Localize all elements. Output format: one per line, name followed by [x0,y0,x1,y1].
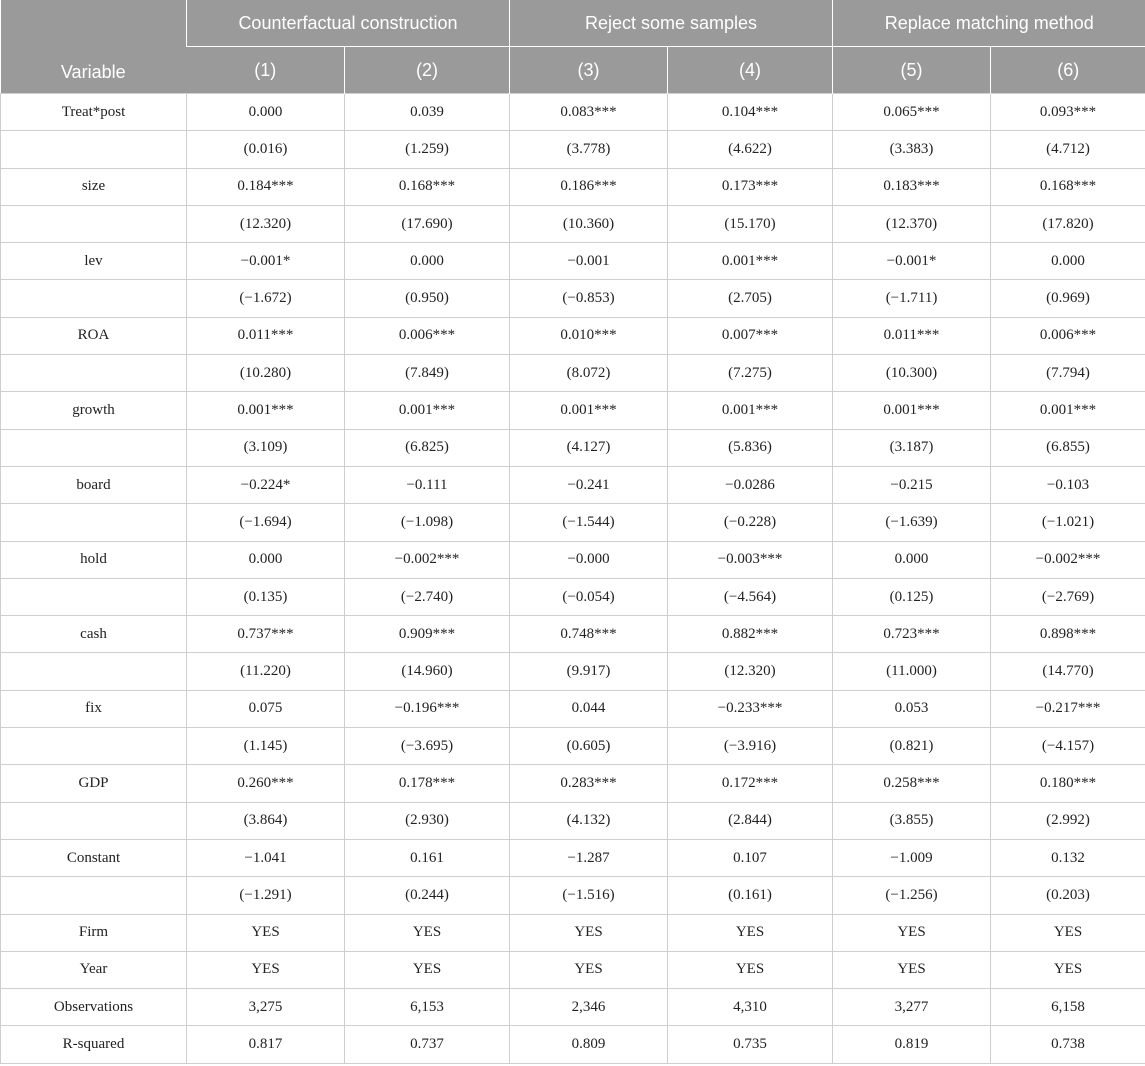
table-row [1,653,1145,690]
table-cell: −0.002*** [991,541,1145,578]
row-label: hold [1,541,187,578]
table-cell: (0.950) [345,280,510,317]
table-cell: 0.001*** [668,392,833,429]
row-label [1,131,187,168]
table-cell: 0.819 [833,1026,991,1063]
table-cell: YES [345,951,510,988]
row-label: GDP [1,765,187,802]
table-cell: (0.969) [991,280,1145,317]
table-row [1,578,1145,615]
table-cell: (7.275) [668,355,833,392]
table-cell: (−2.769) [991,578,1145,615]
table-cell: YES [991,914,1145,951]
table-cell: 0.738 [991,1026,1145,1063]
table-cell: YES [187,951,345,988]
table-cell: −0.224* [187,466,345,503]
table-cell: (7.794) [991,355,1145,392]
table-cell: (15.170) [668,205,833,242]
table-cell: (11.220) [187,653,345,690]
table-cell: 0.186*** [510,168,668,205]
table-cell: (3.383) [833,131,991,168]
table-cell: 0.183*** [833,168,991,205]
table-cell: −0.241 [510,466,668,503]
row-label: R-squared [1,1026,187,1063]
table-cell: (−1.694) [187,504,345,541]
table-row [1,802,1145,839]
table-cell: 3,275 [187,989,345,1026]
table-cell: −0.111 [345,466,510,503]
table-cell: 0.001*** [833,392,991,429]
table-cell: YES [991,951,1145,988]
group-header-reject-samples: Reject some samples [510,0,833,47]
row-label: ROA [1,317,187,354]
table-row [1,989,1145,1026]
table-cell: (1.259) [345,131,510,168]
table-cell: 0.065*** [833,94,991,131]
row-label: cash [1,616,187,653]
table-cell: 0.898*** [991,616,1145,653]
table-row [1,541,1145,578]
table-cell: 0.011*** [187,317,345,354]
table-cell: 0.007*** [668,317,833,354]
table-cell: (−1.291) [187,877,345,914]
table-cell: 6,158 [991,989,1145,1026]
table-cell: 0.000 [187,94,345,131]
table-cell: 0.161 [345,839,510,876]
column-header-1: (1) [187,47,345,94]
table-cell: (0.016) [187,131,345,168]
table-cell: (−1.672) [187,280,345,317]
table-cell: 0.001*** [668,243,833,280]
table-row [1,616,1145,653]
row-label [1,280,187,317]
table-cell: (−0.054) [510,578,668,615]
table-cell: (−3.695) [345,728,510,765]
row-label [1,728,187,765]
table-cell: (2.930) [345,802,510,839]
table-row [1,94,1145,131]
column-header-4: (4) [668,47,833,94]
table-cell: YES [345,914,510,951]
table-row [1,280,1145,317]
table-cell: 0.723*** [833,616,991,653]
table-cell: −1.009 [833,839,991,876]
row-label [1,355,187,392]
table-cell: −0.103 [991,466,1145,503]
table-cell: (9.917) [510,653,668,690]
table-cell: (3.778) [510,131,668,168]
row-label [1,802,187,839]
table-row [1,1026,1145,1063]
table-cell: (2.844) [668,802,833,839]
table-cell: (−1.544) [510,504,668,541]
table-cell: (3.109) [187,429,345,466]
table-cell: (5.836) [668,429,833,466]
table-cell: 0.809 [510,1026,668,1063]
table-cell: 6,153 [345,989,510,1026]
table-cell: 0.083*** [510,94,668,131]
table-cell: (3.864) [187,802,345,839]
table-cell: −0.196*** [345,690,510,727]
table-cell: 0.184*** [187,168,345,205]
table-cell: (0.125) [833,578,991,615]
table-row [1,317,1145,354]
row-label [1,877,187,914]
table-cell: (−0.853) [510,280,668,317]
row-label: growth [1,392,187,429]
table-row [1,765,1145,802]
table-cell: 0.104*** [668,94,833,131]
group-header-counterfactual: Counterfactual construction [187,0,510,47]
table-cell: (12.320) [187,205,345,242]
table-row [1,839,1145,876]
table-cell: YES [187,914,345,951]
table-cell: −0.0286 [668,466,833,503]
table-cell: (4.127) [510,429,668,466]
table-cell: 3,277 [833,989,991,1026]
table-cell: −0.233*** [668,690,833,727]
row-label [1,504,187,541]
table-cell: (14.770) [991,653,1145,690]
table-cell: (2.992) [991,802,1145,839]
table-cell: 0.011*** [833,317,991,354]
table-cell: 0.817 [187,1026,345,1063]
table-cell: (0.821) [833,728,991,765]
table-cell: 0.283*** [510,765,668,802]
row-label: board [1,466,187,503]
table-cell: −1.041 [187,839,345,876]
table-cell: −0.001* [833,243,991,280]
table-row [1,205,1145,242]
table-cell: 0.000 [345,243,510,280]
table-cell: (17.820) [991,205,1145,242]
row-label: lev [1,243,187,280]
table-cell: (0.203) [991,877,1145,914]
table-cell: 0.001*** [510,392,668,429]
table-cell: (6.825) [345,429,510,466]
table-cell: (17.690) [345,205,510,242]
table-cell: (11.000) [833,653,991,690]
table-cell: −0.003*** [668,541,833,578]
table-cell: (10.280) [187,355,345,392]
row-label: fix [1,690,187,727]
table-cell: −1.287 [510,839,668,876]
table-cell: 0.735 [668,1026,833,1063]
table-row [1,429,1145,466]
column-header-3: (3) [510,47,668,94]
table-cell: (12.370) [833,205,991,242]
table-row [1,355,1145,392]
table-cell: YES [833,951,991,988]
row-label: size [1,168,187,205]
table-cell: 0.000 [833,541,991,578]
group-header-replace-matching: Replace matching method [833,0,1145,47]
table-cell: 0.173*** [668,168,833,205]
table-cell: 0.737*** [187,616,345,653]
table-cell: 0.044 [510,690,668,727]
row-label [1,205,187,242]
table-cell: (10.360) [510,205,668,242]
table-cell: YES [510,951,668,988]
table-cell: (2.705) [668,280,833,317]
row-label: Treat*post [1,94,187,131]
table-cell: 0.748*** [510,616,668,653]
table-row [1,243,1145,280]
table-cell: (0.135) [187,578,345,615]
table-cell: YES [510,914,668,951]
table-cell: 0.180*** [991,765,1145,802]
row-label: Year [1,951,187,988]
table-cell: (3.187) [833,429,991,466]
table-cell: 0.909*** [345,616,510,653]
column-header-2: (2) [345,47,510,94]
table-cell: −0.215 [833,466,991,503]
table-row [1,504,1145,541]
table-cell: (6.855) [991,429,1145,466]
table-row [1,951,1145,988]
table-cell: (−4.564) [668,578,833,615]
table-row [1,466,1145,503]
row-label [1,429,187,466]
table-cell: YES [833,914,991,951]
table-cell: (−2.740) [345,578,510,615]
table-cell: (−1.639) [833,504,991,541]
table-cell: (−1.711) [833,280,991,317]
table-cell: (−1.098) [345,504,510,541]
table-cell: 0.178*** [345,765,510,802]
table-cell: 0.006*** [991,317,1145,354]
table-cell: 4,310 [668,989,833,1026]
table-cell: (3.855) [833,802,991,839]
table-body [1,94,1145,1064]
table-cell: YES [668,914,833,951]
table-cell: 0.132 [991,839,1145,876]
table-cell: (−1.256) [833,877,991,914]
table-cell: (−3.916) [668,728,833,765]
table-row [1,728,1145,765]
table-cell: −0.000 [510,541,668,578]
table-row [1,392,1145,429]
row-label: Firm [1,914,187,951]
table-cell: 0.737 [345,1026,510,1063]
table-cell: (4.622) [668,131,833,168]
table-cell: (−1.021) [991,504,1145,541]
table-cell: 0.039 [345,94,510,131]
table-cell: −0.002*** [345,541,510,578]
column-header-5: (5) [833,47,991,94]
table-cell: 0.000 [187,541,345,578]
variable-header: Variable [1,0,187,94]
table-cell: 0.168*** [345,168,510,205]
table-cell: (−4.157) [991,728,1145,765]
table-cell: (12.320) [668,653,833,690]
table-row [1,131,1145,168]
table-cell: (7.849) [345,355,510,392]
table-cell: 0.258*** [833,765,991,802]
row-label [1,578,187,615]
table-row [1,914,1145,951]
table-cell: 0.001*** [187,392,345,429]
table-cell: (0.161) [668,877,833,914]
table-cell: 0.882*** [668,616,833,653]
table-cell: (4.712) [991,131,1145,168]
table-row [1,690,1145,727]
table-cell: 2,346 [510,989,668,1026]
table-cell: 0.093*** [991,94,1145,131]
table-row [1,877,1145,914]
row-label: Constant [1,839,187,876]
table-cell: (−1.516) [510,877,668,914]
table-cell: (1.145) [187,728,345,765]
table-cell: (0.244) [345,877,510,914]
table-row [1,168,1145,205]
table-cell: 0.168*** [991,168,1145,205]
table-cell: (−0.228) [668,504,833,541]
column-header-6: (6) [991,47,1145,94]
row-label: Observations [1,989,187,1026]
table-cell: (0.605) [510,728,668,765]
table-cell: 0.010*** [510,317,668,354]
table-cell: 0.053 [833,690,991,727]
table-cell: 0.001*** [991,392,1145,429]
table-cell: 0.006*** [345,317,510,354]
table-cell: (8.072) [510,355,668,392]
table-cell: YES [668,951,833,988]
table-cell: (4.132) [510,802,668,839]
table-cell: −0.001 [510,243,668,280]
table-cell: −0.217*** [991,690,1145,727]
table-cell: 0.172*** [668,765,833,802]
table-cell: 0.075 [187,690,345,727]
table-cell: 0.001*** [345,392,510,429]
table-header [1,0,1145,94]
table-cell: 0.260*** [187,765,345,802]
table-cell: −0.001* [187,243,345,280]
table-cell: (14.960) [345,653,510,690]
table-cell: 0.107 [668,839,833,876]
row-label [1,653,187,690]
table-cell: 0.000 [991,243,1145,280]
table-cell: (10.300) [833,355,991,392]
